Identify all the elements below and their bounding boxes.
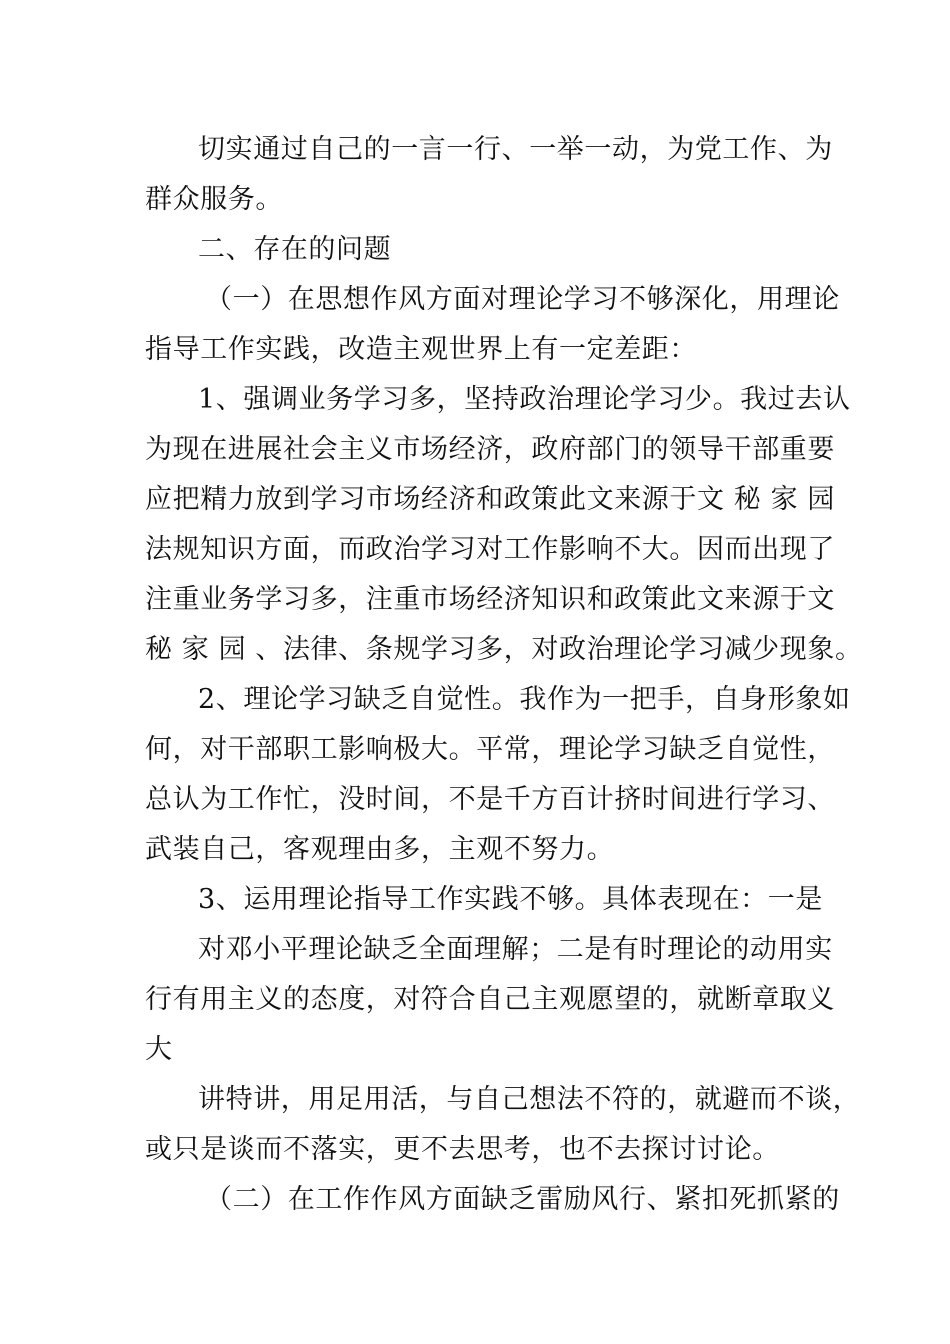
text-line: 应把精力放到学习市场经济和政策此文来源于文 秘 家 园 xyxy=(145,484,835,515)
text-line: 为现在进展社会主义市场经济，政府部门的领导干部重要 xyxy=(145,434,835,465)
text-line: 武装自己，客观理由多，主观不努力。 xyxy=(145,834,615,865)
text-line: 注重业务学习多，注重市场经济知识和政策此文来源于文 xyxy=(145,584,835,615)
text-line: 3、运用理论指导工作实践不够。具体表现在：一是 xyxy=(198,884,823,915)
text-line: 讲特讲，用足用活，与自己想法不符的，就避而不谈， xyxy=(198,1084,861,1115)
text-line: 群众服务。 xyxy=(145,184,283,215)
subsection-heading: （一）在思想作风方面对理论学习不够深化，用理论 xyxy=(205,284,840,315)
section-heading: 二、存在的问题 xyxy=(198,234,392,265)
text-line: 1、强调业务学习多，坚持政治理论学习少。我过去认 xyxy=(198,384,851,415)
text-line: 大 xyxy=(145,1034,173,1065)
text-line: 或只是谈而不落实，更不去思考，也不去探讨讨论。 xyxy=(145,1134,780,1165)
text-line: 法规知识方面，而政治学习对工作影响不大。因而出现了 xyxy=(145,534,835,565)
text-line: 何，对干部职工影响极大。平常，理论学习缺乏自觉性， xyxy=(145,734,835,765)
text-line: 秘 家 园 、法律、条规学习多，对政治理论学习减少现象。 xyxy=(145,634,863,665)
text-line: 行有用主义的态度，对符合自己主观愿望的，就断章取义 xyxy=(145,984,835,1015)
subsection-heading: （二）在工作作风方面缺乏雷励风行、紧扣死抓紧的 xyxy=(205,1184,840,1215)
text-line: 2、理论学习缺乏自觉性。我作为一把手，自身形象如 xyxy=(198,684,851,715)
text-line: 指导工作实践，改造主观世界上有一定差距： xyxy=(145,334,697,365)
text-line: 切实通过自己的一言一行、一举一动，为党工作、为 xyxy=(198,134,833,165)
text-line: 对邓小平理论缺乏全面理解；二是有时理论的动用实 xyxy=(198,934,833,965)
text-line: 总认为工作忙，没时间，不是千方百计挤时间进行学习、 xyxy=(145,784,835,815)
